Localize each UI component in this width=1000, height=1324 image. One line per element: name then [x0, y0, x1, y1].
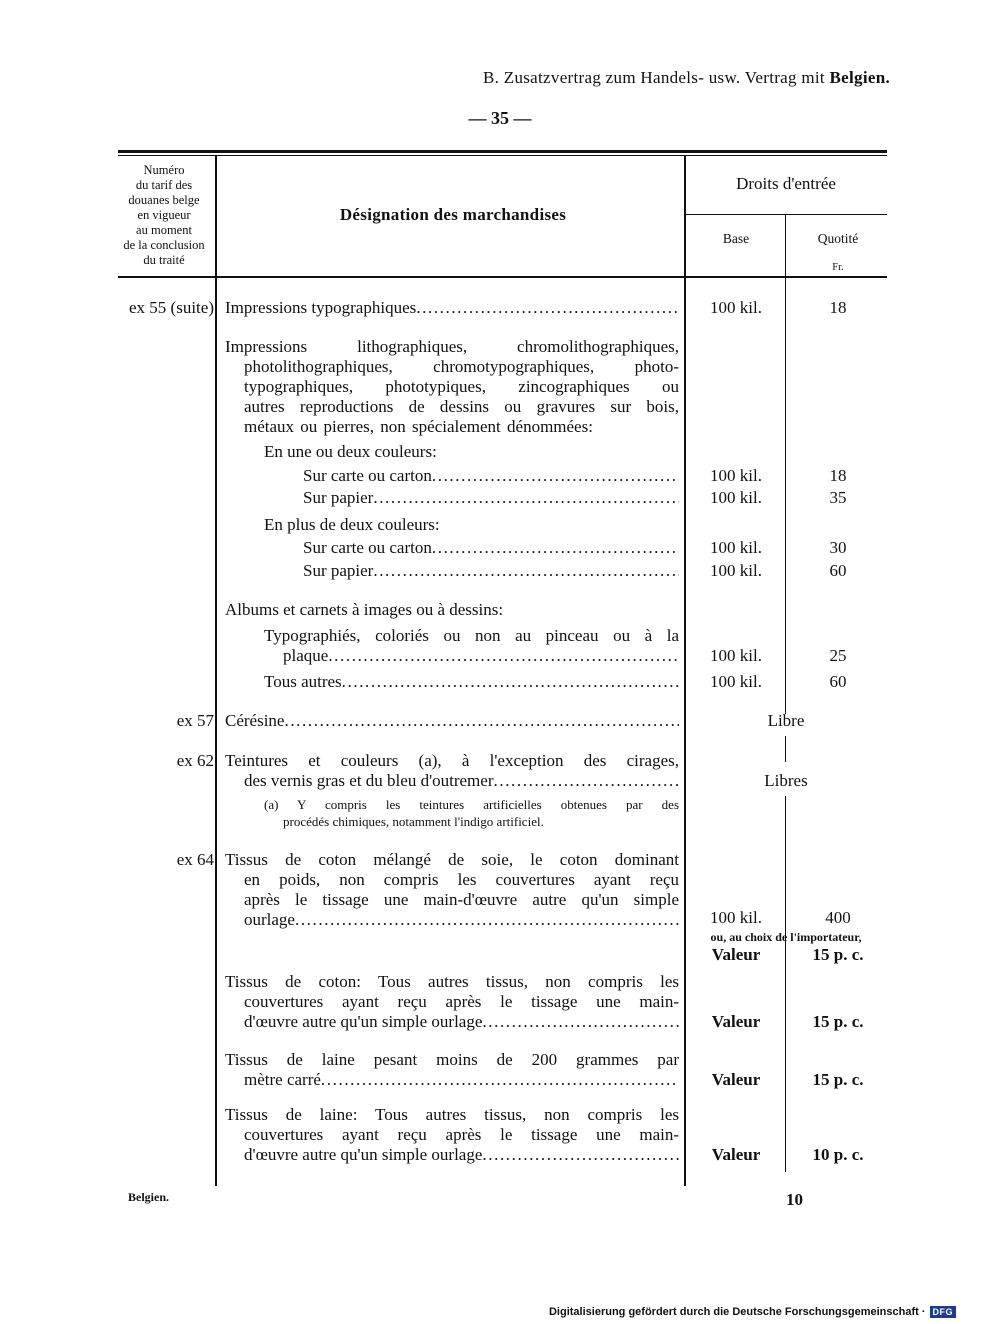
goods-line: typographiques, phototypiques, zincographiques ou: [244, 377, 679, 396]
header-bottom-rule: [118, 276, 887, 278]
goods-line: [303, 488, 679, 508]
column-rule-num: [215, 156, 217, 1186]
goods-line: couvertures ayant reçu après le tissage une main-: [244, 992, 679, 1011]
leader-dots: [482, 1145, 679, 1165]
duty-quotite: 30: [829, 538, 847, 557]
table-top-rule-thin: [118, 155, 887, 156]
tariff-number: ex 62: [176, 751, 214, 770]
duty-exempt: Libre: [767, 711, 805, 730]
duty-quotite: 60: [829, 561, 847, 580]
goods-text: ourlage: [244, 910, 295, 929]
goods-line: Tissus de laine pesant moins de 200 grammes par: [225, 1050, 679, 1069]
header-numero-line: douanes belge: [128, 193, 200, 207]
header-numero-line: de la conclusion: [123, 238, 205, 252]
tariff-number: ex 55 (suite): [129, 298, 214, 317]
leader-dots: [295, 910, 679, 930]
goods-line: Tissus de coton: Tous autres tissus, non compris les: [225, 972, 679, 991]
goods-subheading: En une ou deux couleurs:: [264, 442, 437, 461]
duty-base: Valeur: [711, 945, 761, 964]
footnote-line: (a) Y compris les teintures artificielles obtenues par des: [264, 797, 679, 812]
goods-line: après le tissage une main-d'œuvre autre qu'un simple: [244, 890, 679, 909]
goods-line: Typographiés, coloriés ou non au pinceau ou à la: [264, 626, 679, 645]
leader-dots: [432, 466, 679, 486]
header-numero-line: au moment: [136, 223, 192, 237]
goods-heading: Albums et carnets à images ou à dessins:: [225, 600, 504, 619]
duty-quotite: 25: [829, 646, 847, 665]
goods-text: Sur papier: [303, 561, 374, 580]
leader-dots: [416, 298, 679, 318]
goods-line: [244, 1145, 679, 1165]
running-header-country: Belgien.: [829, 68, 890, 87]
header-numero-line: du tarif des: [135, 178, 193, 192]
duty-base: 100 kil.: [710, 672, 762, 691]
goods-text: Sur carte ou carton: [303, 466, 432, 485]
duty-base: 100 kil.: [710, 298, 762, 317]
leader-dots: [494, 771, 680, 791]
footnote-line: procédés chimiques, notamment l'indigo artificiel.: [283, 814, 544, 829]
goods-text: plaque: [283, 646, 329, 665]
duty-base: 100 kil.: [710, 646, 762, 665]
page-number: — 35 —: [468, 108, 532, 128]
header-base: Base: [722, 231, 750, 246]
goods-text: d'œuvre autre qu'un simple ourlage: [244, 1145, 483, 1164]
running-header: [483, 68, 890, 88]
goods-line: autres reproductions de dessins ou gravures sur bois,: [244, 397, 679, 416]
leader-dots: [482, 1012, 679, 1032]
duty-quotite: 15 p. c.: [812, 945, 864, 964]
duty-quotite: 400: [825, 908, 851, 927]
header-unit: Fr.: [832, 262, 844, 273]
duty-base: 100 kil.: [710, 488, 762, 507]
goods-line: [244, 1070, 679, 1090]
goods-text: Cérésine: [225, 711, 285, 730]
goods-line: [225, 298, 679, 318]
leader-dots: [328, 646, 679, 666]
duty-base: Valeur: [711, 1012, 761, 1031]
goods-text: des vernis gras et du bleu d'outremer: [244, 771, 494, 790]
goods-line: [264, 672, 679, 692]
header-numero-line: Numéro: [143, 163, 185, 177]
leader-dots: [342, 672, 679, 692]
duty-alternative-note: ou, au choix de l'importateur,: [710, 930, 862, 944]
leader-dots: [373, 561, 679, 581]
column-rule-base: [785, 214, 786, 714]
duty-base: 100 kil.: [710, 908, 762, 927]
footer-country: Belgien.: [128, 1190, 169, 1204]
droits-divider: [686, 214, 887, 215]
duty-quotite: 15 p. c.: [812, 1012, 864, 1031]
goods-line: [244, 771, 679, 791]
tariff-number: ex 57: [176, 711, 214, 730]
duty-exempt: Libres: [764, 771, 808, 790]
duty-base: 100 kil.: [710, 561, 762, 580]
goods-text: Sur papier: [303, 488, 374, 507]
goods-line: [303, 466, 679, 486]
goods-text: mètre carré: [244, 1070, 321, 1089]
goods-line: [283, 646, 679, 666]
leader-dots: [284, 711, 679, 731]
running-header-prefix: B. Zusatzvertrag zum Handels- usw. Vertrag mit: [483, 68, 825, 87]
signature-mark: 10: [786, 1190, 803, 1209]
tariff-number: ex 64: [176, 850, 214, 869]
goods-line: métaux ou pierres, non spécialement dénommées:: [244, 417, 593, 436]
column-rule-base-2: [785, 736, 786, 762]
column-rule-designation: [684, 156, 686, 1186]
goods-text: d'œuvre autre qu'un simple ourlage: [244, 1012, 483, 1031]
header-quotite: Quotité: [817, 231, 859, 246]
dfg-logo: DFG: [930, 1306, 957, 1318]
goods-text: Sur carte ou carton: [303, 538, 432, 557]
header-numero: [108, 163, 220, 268]
duty-quotite: 18: [829, 466, 847, 485]
duty-base: Valeur: [711, 1145, 761, 1164]
goods-line: en poids, non compris les couvertures ayant reçu: [244, 870, 679, 889]
digitization-credit: [549, 1306, 956, 1318]
duty-base: Valeur: [711, 1070, 761, 1089]
header-numero-line: du traité: [143, 253, 185, 267]
goods-line: [244, 1012, 679, 1032]
goods-line: Tissus de laine: Tous autres tissus, non compris les: [225, 1105, 679, 1124]
duty-quotite: 18: [829, 298, 847, 317]
goods-line: Impressions lithographiques, chromolithographiques,: [225, 337, 679, 356]
goods-line: [303, 538, 679, 558]
header-designation: Désignation des marchandises: [339, 205, 567, 224]
goods-text: Impressions typographiques: [225, 298, 417, 317]
leader-dots: [373, 488, 679, 508]
goods-subheading: En plus de deux couleurs:: [264, 515, 440, 534]
duty-quotite: 10 p. c.: [812, 1145, 864, 1164]
leader-dots: [321, 1070, 679, 1090]
duty-quotite: 60: [829, 672, 847, 691]
column-rule-base-3: [785, 796, 786, 1172]
credit-text: Digitalisierung gefördert durch die Deutsche Forschungsgemeinschaft ·: [548, 1306, 926, 1318]
leader-dots: [432, 538, 679, 558]
duty-base: 100 kil.: [710, 466, 762, 485]
duty-base: 100 kil.: [710, 538, 762, 557]
header-numero-line: en vigueur: [137, 208, 191, 222]
goods-line: Teintures et couleurs (a), à l'exception des cirages,: [225, 751, 679, 770]
duty-quotite: 15 p. c.: [812, 1070, 864, 1089]
goods-line: [303, 561, 679, 581]
goods-line: Tissus de coton mélangé de soie, le coton dominant: [225, 850, 679, 869]
goods-line: [244, 910, 679, 930]
header-droits: Droits d'entrée: [736, 174, 836, 193]
goods-text: Tous autres: [264, 672, 342, 691]
goods-line: couvertures ayant reçu après le tissage une main-: [244, 1125, 679, 1144]
goods-line: photolithographiques, chromotypographiques, photo-: [244, 357, 679, 376]
goods-line: [225, 711, 679, 731]
table-top-rule: [118, 150, 887, 153]
duty-quotite: 35: [829, 488, 847, 507]
